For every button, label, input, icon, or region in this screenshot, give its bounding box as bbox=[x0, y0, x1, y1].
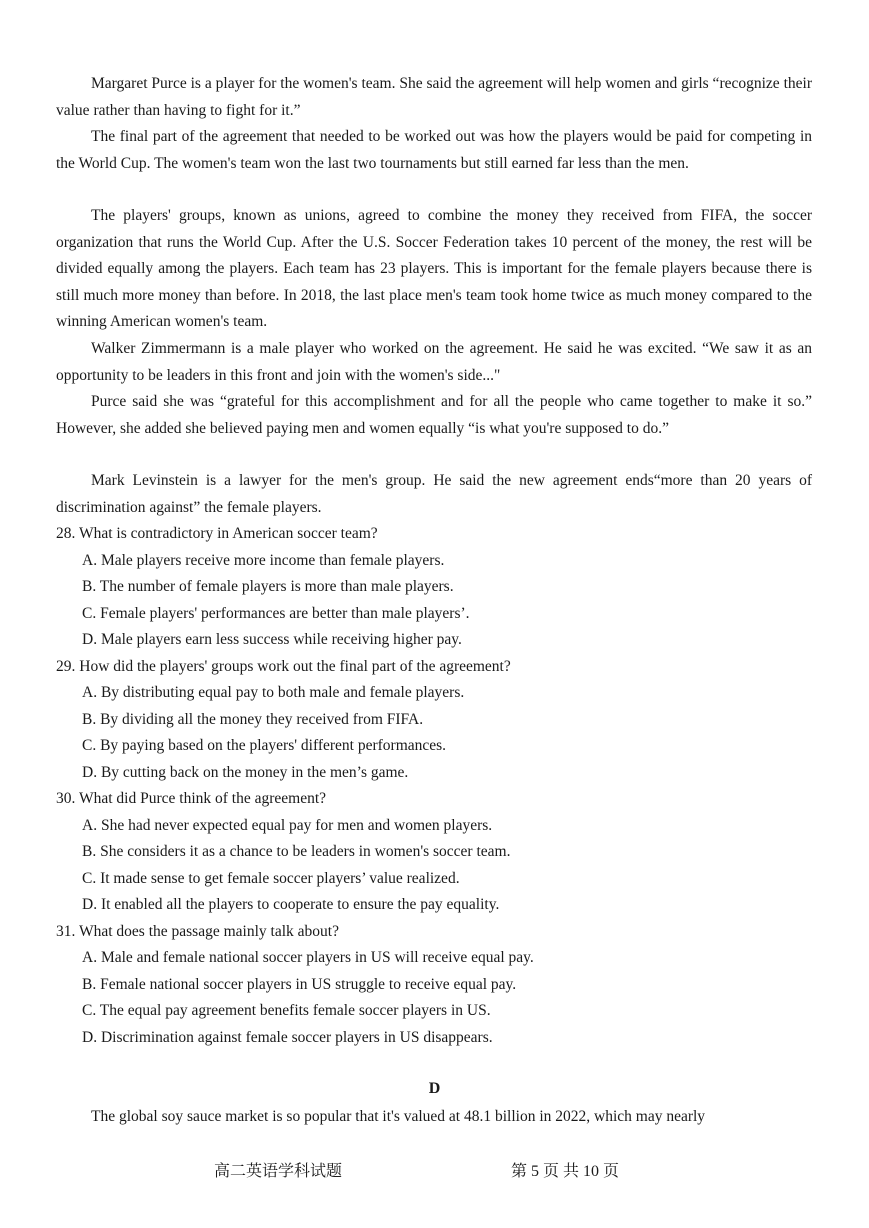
option-b: B. Female national soccer players in US struggle to receive equal pay. bbox=[82, 976, 517, 993]
option-c: C. It made sense to get female soccer players’ value realized. bbox=[82, 870, 460, 887]
footer-title: 高二英语学科试题 bbox=[214, 1163, 343, 1180]
option-c: C. Female players' performances are better than male players’. bbox=[82, 605, 470, 622]
option-d: D. Discrimination against female soccer players in US disappears. bbox=[82, 1029, 493, 1046]
option-c: C. By paying based on the players' different performances. bbox=[82, 737, 447, 754]
option-d: D. Male players earn less success while receiving higher pay. bbox=[82, 631, 462, 648]
passage-paragraph-3: The players' groups, known as unions, agreed to combine the money they received from FIFA, the soccer organization that runs the World Cup. After the U.S. Soccer Federation takes 10 percent of the money, the rest will be divided equally among the players. Each team has 23 players. This is important for the female players because there is still much more money than before. In 2018, the last place men's team took home twice as much money compared to the winning American women's team. bbox=[56, 207, 812, 330]
section-heading: D bbox=[428, 1080, 441, 1097]
question-stem: 28. What is contradictory in American soccer team? bbox=[56, 525, 378, 542]
footer-page-number: 第 5 页 共 10 页 bbox=[511, 1163, 620, 1180]
option-a: A. Male and female national soccer players in US will receive equal pay. bbox=[82, 949, 534, 966]
question-stem: 30. What did Purce think of the agreement? bbox=[56, 790, 327, 807]
question-stem: 31. What does the passage mainly talk about? bbox=[56, 923, 339, 940]
passage-paragraph-2: The final part of the agreement that needed to be worked out was how the players would be paid for competing in the World Cup. The women's team won the last two tournaments but still earned far less than the men. bbox=[56, 128, 812, 172]
option-d: D. It enabled all the players to cooperate to ensure the pay equality. bbox=[82, 896, 500, 913]
option-a: A. By distributing equal pay to both male and female players. bbox=[82, 684, 465, 701]
passage-paragraph-5: Purce said she was “grateful for this accomplishment and for all the people who came together to make it so.” However, she added she believed paying men and women equally “is what you're supposed to do.” bbox=[56, 393, 812, 437]
question-stem: 29. How did the players' groups work out the final part of the agreement? bbox=[56, 658, 511, 675]
option-b: B. The number of female players is more than male players. bbox=[82, 578, 454, 595]
option-b: B. She considers it as a chance to be leaders in women's soccer team. bbox=[82, 843, 511, 860]
option-c: C. The equal pay agreement benefits female soccer players in US. bbox=[82, 1002, 491, 1019]
option-b: B. By dividing all the money they received from FIFA. bbox=[82, 711, 424, 728]
option-a: A. She had never expected equal pay for men and women players. bbox=[82, 817, 493, 834]
option-a: A. Male players receive more income than female players. bbox=[82, 552, 445, 569]
section-d-first-line: The global soy sauce market is so popular that it's valued at 48.1 billion in 2022, which may nearly bbox=[91, 1108, 706, 1125]
passage-paragraph-6: Mark Levinstein is a lawyer for the men's group. He said the new agreement ends“more than 20 years of discrimination against” the female players. bbox=[56, 472, 812, 516]
option-d: D. By cutting back on the money in the men’s game. bbox=[82, 764, 409, 781]
passage-paragraph-4: Walker Zimmermann is a male player who worked on the agreement. He said he was excited. “We saw it as an opportunity to be leaders in this front and join with the women's side..." bbox=[56, 340, 812, 384]
passage-paragraph-1: Margaret Purce is a player for the women's team. She said the agreement will help women and girls “recognize their value rather than having to fight for it.” bbox=[56, 75, 812, 119]
